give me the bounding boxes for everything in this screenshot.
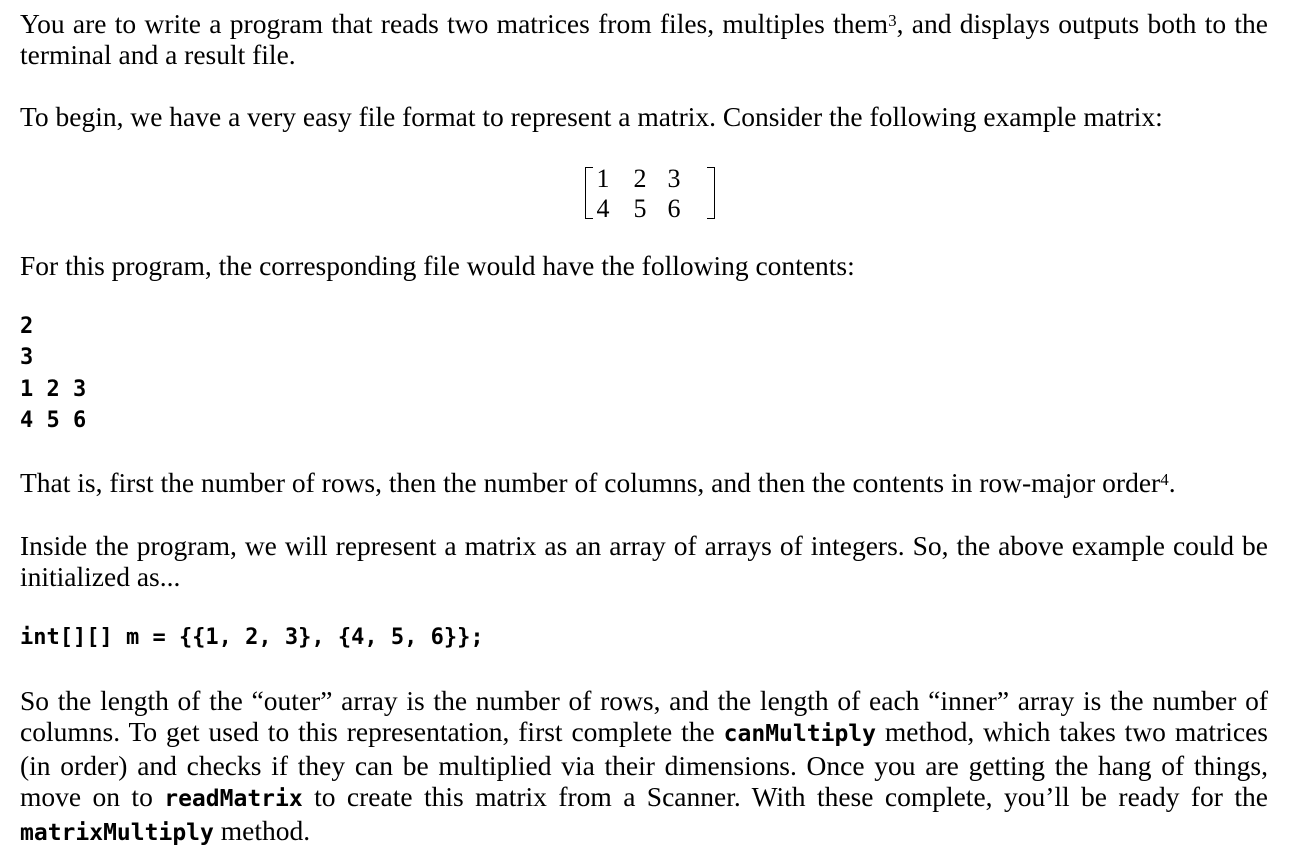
- can-multiply-method: canMultiply: [723, 721, 876, 747]
- row-major-text: That is, first the number of rows, then the number of columns, and then the contents in row-major order: [20, 467, 1161, 498]
- code-initializer: int[][] m = {{1, 2, 3}, {4, 5, 6}};: [20, 625, 484, 650]
- instructions-paragraph: [20, 685, 1268, 849]
- instructions-text-4: method.: [213, 815, 311, 846]
- file-contents-intro: For this program, the corresponding file would have the following contents:: [20, 250, 855, 281]
- file-format-paragraph: To begin, we have a very easy file format to represent a matrix. Consider the following example matrix:: [20, 101, 1163, 132]
- file-line-rows: 2: [20, 314, 34, 339]
- read-matrix-method: readMatrix: [164, 786, 303, 812]
- matrix-cell: 3: [667, 164, 681, 193]
- instructions-text-3: to create this matrix from a Scanner. With these complete, you’ll be ready for the: [302, 781, 1268, 812]
- file-line-columns: 3: [20, 345, 34, 370]
- matrix-cell: 5: [633, 194, 647, 223]
- instructions-text-2: method, which takes two matrices (in order) and checks if they can be multiplied via their dimensions. Once you are getting the hang of things, move on to: [20, 716, 1268, 812]
- matrix-cell: 2: [633, 164, 647, 193]
- file-line-row-2: 4 5 6: [20, 408, 87, 433]
- file-line-row-1: 1 2 3: [20, 377, 87, 402]
- matrix-multiply-method: matrixMultiply: [20, 820, 214, 846]
- matrix-cell: 4: [596, 194, 610, 223]
- matrix-cell: 6: [667, 194, 681, 223]
- matrix-right-bracket: [707, 167, 715, 219]
- intro-text-end: , and displays outputs both to the terminal and a result file.: [20, 8, 1268, 70]
- example-matrix: [585, 163, 715, 223]
- row-major-end: .: [1168, 467, 1176, 498]
- matrix-cell: 1: [596, 164, 610, 193]
- instructions-text-1: So the length of the “outer” array is the number of rows, and the length of each “inner” array is the number of columns. To get used to this representation, first complete the: [20, 685, 1268, 747]
- representation-paragraph: Inside the program, we will represent a matrix as an array of arrays of integers. So, the above example could be initialized as...: [20, 530, 1268, 592]
- intro-paragraph: [20, 8, 1268, 70]
- footnote-marker-4: 4: [1160, 470, 1169, 489]
- intro-text-start: You are to write a program that reads two matrices from files, multiples them: [20, 8, 889, 39]
- footnote-marker-3: 3: [888, 11, 897, 30]
- row-major-paragraph: [20, 467, 1268, 498]
